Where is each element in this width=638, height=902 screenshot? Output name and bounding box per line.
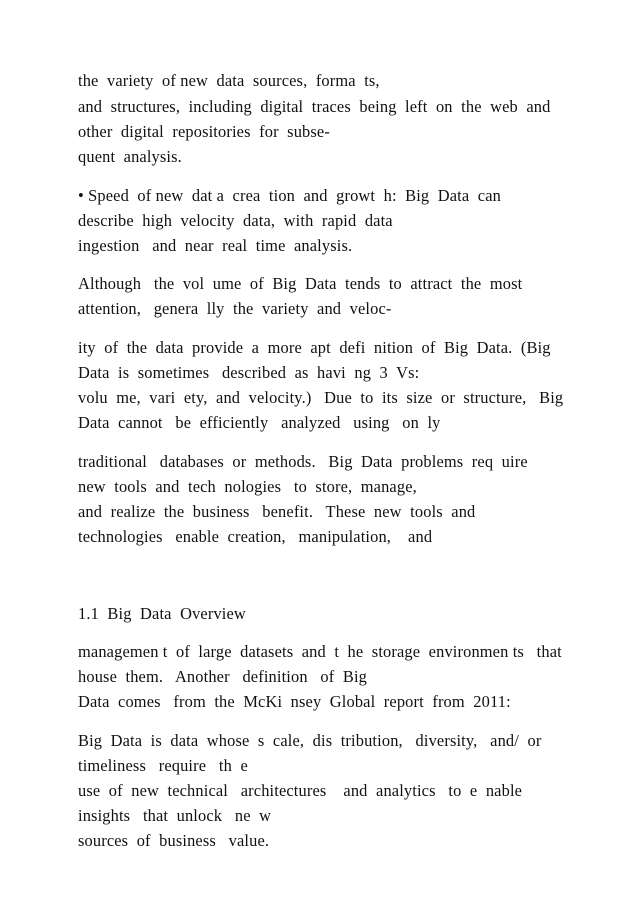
text-line: new tools and tech nologies to store, manage, — [78, 477, 417, 496]
text-line: Data cannot be efficiently analyzed using on ly — [78, 413, 441, 432]
text-line: Data comes from the McKi nsey Global report from 2011: — [78, 692, 511, 711]
text-line: Data is sometimes described as havi ng 3 Vs: — [78, 363, 420, 382]
text-line: use of new technical architectures and analytics to e nable — [78, 781, 523, 800]
text-line: house them. Another definition of Big — [78, 667, 367, 686]
text-line: timeliness require th e — [78, 756, 248, 775]
text-line: Although the vol ume of Big Data tends to attract the most — [78, 274, 523, 293]
text-line: traditional databases or methods. Big Data problems req uire — [78, 452, 528, 471]
text-line: Big Data is data whose s cale, dis tribution, diversity, and/ or — [78, 731, 542, 750]
text-line: and realize the business benefit. These new tools and — [78, 502, 476, 521]
text-line: quent analysis. — [78, 147, 182, 166]
text-line: the variety of new data sources, forma ts, — [78, 71, 380, 90]
text-line: ity of the data provide a more apt defi nition of Big Data. (Big — [78, 338, 551, 357]
text-line: attention, genera lly the variety and veloc- — [78, 299, 392, 318]
text-line: and structures, including digital traces being left on the web and — [78, 97, 551, 116]
text-line: ingestion and near real time analysis. — [78, 236, 353, 255]
text-line: other digital repositories for subse- — [78, 122, 330, 141]
text-line: technologies enable creation, manipulation, and — [78, 527, 433, 546]
text-line: • Speed of new dat a crea tion and growt h: Big Data can — [78, 186, 502, 205]
section-heading: 1.1 Big Data Overview — [78, 604, 246, 623]
text-line: managemen t of large datasets and t he storage environmen ts that — [78, 642, 562, 661]
text-line: volu me, vari ety, and velocity.) Due to its size or structure, Big — [78, 388, 564, 407]
text-line: describe high velocity data, with rapid data — [78, 211, 393, 230]
text-line: sources of business value. — [78, 831, 270, 850]
text-line: insights that unlock ne w — [78, 806, 272, 825]
